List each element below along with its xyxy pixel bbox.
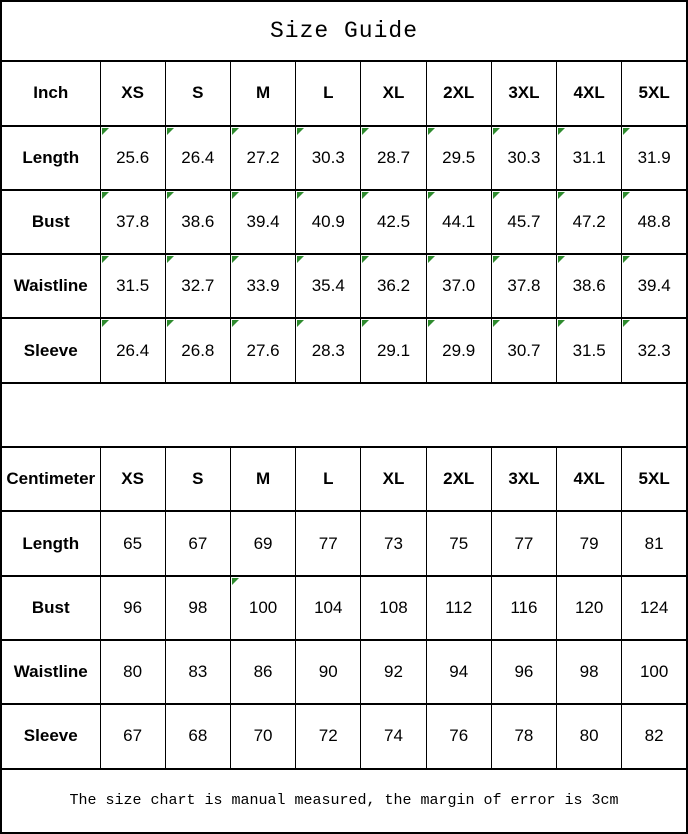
flag-triangle-icon — [167, 128, 174, 135]
value-cell: 31.1 — [557, 126, 622, 190]
flag-triangle-icon — [428, 192, 435, 199]
flag-triangle-icon — [558, 320, 565, 327]
value-cell: 45.7 — [491, 190, 556, 254]
value-cell: 82 — [622, 704, 687, 768]
value-cell: 124 — [622, 576, 687, 640]
value-cell: 100 — [622, 640, 687, 704]
measurement-row — [1, 511, 687, 575]
value-cell: 108 — [361, 576, 426, 640]
value-cell: 31.5 — [100, 254, 165, 318]
flag-triangle-icon — [232, 256, 239, 263]
value-cell: 96 — [491, 640, 556, 704]
size-header-cell: L — [296, 447, 361, 511]
value-cell: 39.4 — [230, 190, 295, 254]
flag-triangle-icon — [167, 256, 174, 263]
size-header-row — [1, 61, 687, 125]
value-cell: 29.5 — [426, 126, 491, 190]
measure-label-cell: Waistline — [1, 640, 100, 704]
value-cell: 67 — [165, 511, 230, 575]
measure-label-cell: Sleeve — [1, 704, 100, 768]
value-cell: 27.2 — [230, 126, 295, 190]
value-cell: 69 — [230, 511, 295, 575]
unit-header-cell: Centimeter — [1, 447, 100, 511]
measurement-row — [1, 640, 687, 704]
value-cell: 28.7 — [361, 126, 426, 190]
value-cell: 37.8 — [100, 190, 165, 254]
value-cell: 26.4 — [165, 126, 230, 190]
size-header-cell: 5XL — [622, 447, 687, 511]
size-header-cell: 2XL — [426, 447, 491, 511]
size-header-cell: L — [296, 61, 361, 125]
value-cell: 47.2 — [557, 190, 622, 254]
value-cell: 37.8 — [491, 254, 556, 318]
measure-label-cell: Sleeve — [1, 318, 100, 382]
value-cell: 120 — [557, 576, 622, 640]
size-header-cell: M — [230, 447, 295, 511]
flag-triangle-icon — [167, 320, 174, 327]
value-cell: 78 — [491, 704, 556, 768]
flag-triangle-icon — [297, 256, 304, 263]
value-cell: 65 — [100, 511, 165, 575]
unit-header-cell: Inch — [1, 61, 100, 125]
spacer-cell — [1, 383, 687, 447]
flag-triangle-icon — [102, 128, 109, 135]
value-cell: 26.4 — [100, 318, 165, 382]
value-cell: 31.9 — [622, 126, 687, 190]
size-header-cell: M — [230, 61, 295, 125]
flag-triangle-icon — [297, 320, 304, 327]
measure-label-cell: Bust — [1, 576, 100, 640]
value-cell: 44.1 — [426, 190, 491, 254]
size-header-cell: S — [165, 447, 230, 511]
value-cell: 29.1 — [361, 318, 426, 382]
size-header-cell: XL — [361, 61, 426, 125]
page-title: Size Guide — [1, 1, 687, 61]
flag-triangle-icon — [558, 256, 565, 263]
value-cell: 104 — [296, 576, 361, 640]
value-cell: 79 — [557, 511, 622, 575]
flag-triangle-icon — [362, 192, 369, 199]
footer-row — [1, 769, 687, 833]
flag-triangle-icon — [102, 192, 109, 199]
flag-triangle-icon — [623, 128, 630, 135]
value-cell: 68 — [165, 704, 230, 768]
flag-triangle-icon — [232, 128, 239, 135]
measure-label-cell: Waistline — [1, 254, 100, 318]
centimeter-table-section — [1, 447, 687, 769]
value-cell: 42.5 — [361, 190, 426, 254]
measurement-row — [1, 318, 687, 382]
flag-triangle-icon — [232, 320, 239, 327]
value-cell: 38.6 — [557, 254, 622, 318]
flag-triangle-icon — [362, 256, 369, 263]
flag-triangle-icon — [623, 320, 630, 327]
value-cell: 38.6 — [165, 190, 230, 254]
value-cell: 30.3 — [491, 126, 556, 190]
value-cell: 48.8 — [622, 190, 687, 254]
flag-triangle-icon — [167, 192, 174, 199]
flag-triangle-icon — [362, 320, 369, 327]
size-header-cell: S — [165, 61, 230, 125]
measurement-row — [1, 254, 687, 318]
measurement-row — [1, 704, 687, 768]
value-cell: 70 — [230, 704, 295, 768]
value-cell: 35.4 — [296, 254, 361, 318]
size-header-cell: 4XL — [557, 61, 622, 125]
value-cell: 26.8 — [165, 318, 230, 382]
value-cell: 72 — [296, 704, 361, 768]
size-header-cell: 2XL — [426, 61, 491, 125]
value-cell: 75 — [426, 511, 491, 575]
value-cell: 98 — [557, 640, 622, 704]
value-cell: 112 — [426, 576, 491, 640]
flag-triangle-icon — [558, 192, 565, 199]
value-cell: 74 — [361, 704, 426, 768]
value-cell: 33.9 — [230, 254, 295, 318]
value-cell: 116 — [491, 576, 556, 640]
size-header-cell: 3XL — [491, 61, 556, 125]
flag-triangle-icon — [493, 192, 500, 199]
value-cell: 77 — [491, 511, 556, 575]
inch-table-section — [1, 61, 687, 383]
spacer-row — [1, 383, 687, 447]
measure-label-cell: Length — [1, 511, 100, 575]
value-cell: 36.2 — [361, 254, 426, 318]
flag-triangle-icon — [558, 128, 565, 135]
flag-triangle-icon — [102, 256, 109, 263]
footer-section — [1, 769, 687, 833]
value-cell: 30.7 — [491, 318, 556, 382]
value-cell: 39.4 — [622, 254, 687, 318]
title-row — [1, 1, 687, 61]
flag-triangle-icon — [232, 192, 239, 199]
value-cell: 98 — [165, 576, 230, 640]
flag-triangle-icon — [493, 128, 500, 135]
flag-triangle-icon — [493, 320, 500, 327]
measure-label-cell: Length — [1, 126, 100, 190]
footer-note: The size chart is manual measured, the margin of error is 3cm — [1, 769, 687, 833]
flag-triangle-icon — [297, 128, 304, 135]
flag-triangle-icon — [102, 320, 109, 327]
value-cell: 32.3 — [622, 318, 687, 382]
measurement-row — [1, 190, 687, 254]
spacer-section — [1, 383, 687, 447]
value-cell: 83 — [165, 640, 230, 704]
size-header-cell: XS — [100, 61, 165, 125]
value-cell: 100 — [230, 576, 295, 640]
value-cell: 27.6 — [230, 318, 295, 382]
measurement-row — [1, 126, 687, 190]
value-cell: 86 — [230, 640, 295, 704]
value-cell: 32.7 — [165, 254, 230, 318]
value-cell: 40.9 — [296, 190, 361, 254]
value-cell: 96 — [100, 576, 165, 640]
size-header-row — [1, 447, 687, 511]
value-cell: 92 — [361, 640, 426, 704]
value-cell: 29.9 — [426, 318, 491, 382]
size-header-cell: XS — [100, 447, 165, 511]
flag-triangle-icon — [362, 128, 369, 135]
flag-triangle-icon — [297, 192, 304, 199]
value-cell: 30.3 — [296, 126, 361, 190]
value-cell: 67 — [100, 704, 165, 768]
value-cell: 73 — [361, 511, 426, 575]
value-cell: 77 — [296, 511, 361, 575]
flag-triangle-icon — [428, 256, 435, 263]
value-cell: 28.3 — [296, 318, 361, 382]
value-cell: 31.5 — [557, 318, 622, 382]
value-cell: 94 — [426, 640, 491, 704]
flag-triangle-icon — [623, 256, 630, 263]
value-cell: 80 — [100, 640, 165, 704]
value-cell: 25.6 — [100, 126, 165, 190]
value-cell: 81 — [622, 511, 687, 575]
measure-label-cell: Bust — [1, 190, 100, 254]
measurement-row — [1, 576, 687, 640]
size-header-cell: 4XL — [557, 447, 622, 511]
value-cell: 90 — [296, 640, 361, 704]
value-cell: 80 — [557, 704, 622, 768]
title-section — [1, 1, 687, 61]
size-header-cell: 3XL — [491, 447, 556, 511]
size-header-cell: XL — [361, 447, 426, 511]
flag-triangle-icon — [428, 320, 435, 327]
value-cell: 37.0 — [426, 254, 491, 318]
flag-triangle-icon — [232, 578, 239, 585]
flag-triangle-icon — [493, 256, 500, 263]
flag-triangle-icon — [623, 192, 630, 199]
size-header-cell: 5XL — [622, 61, 687, 125]
flag-triangle-icon — [428, 128, 435, 135]
value-cell: 76 — [426, 704, 491, 768]
